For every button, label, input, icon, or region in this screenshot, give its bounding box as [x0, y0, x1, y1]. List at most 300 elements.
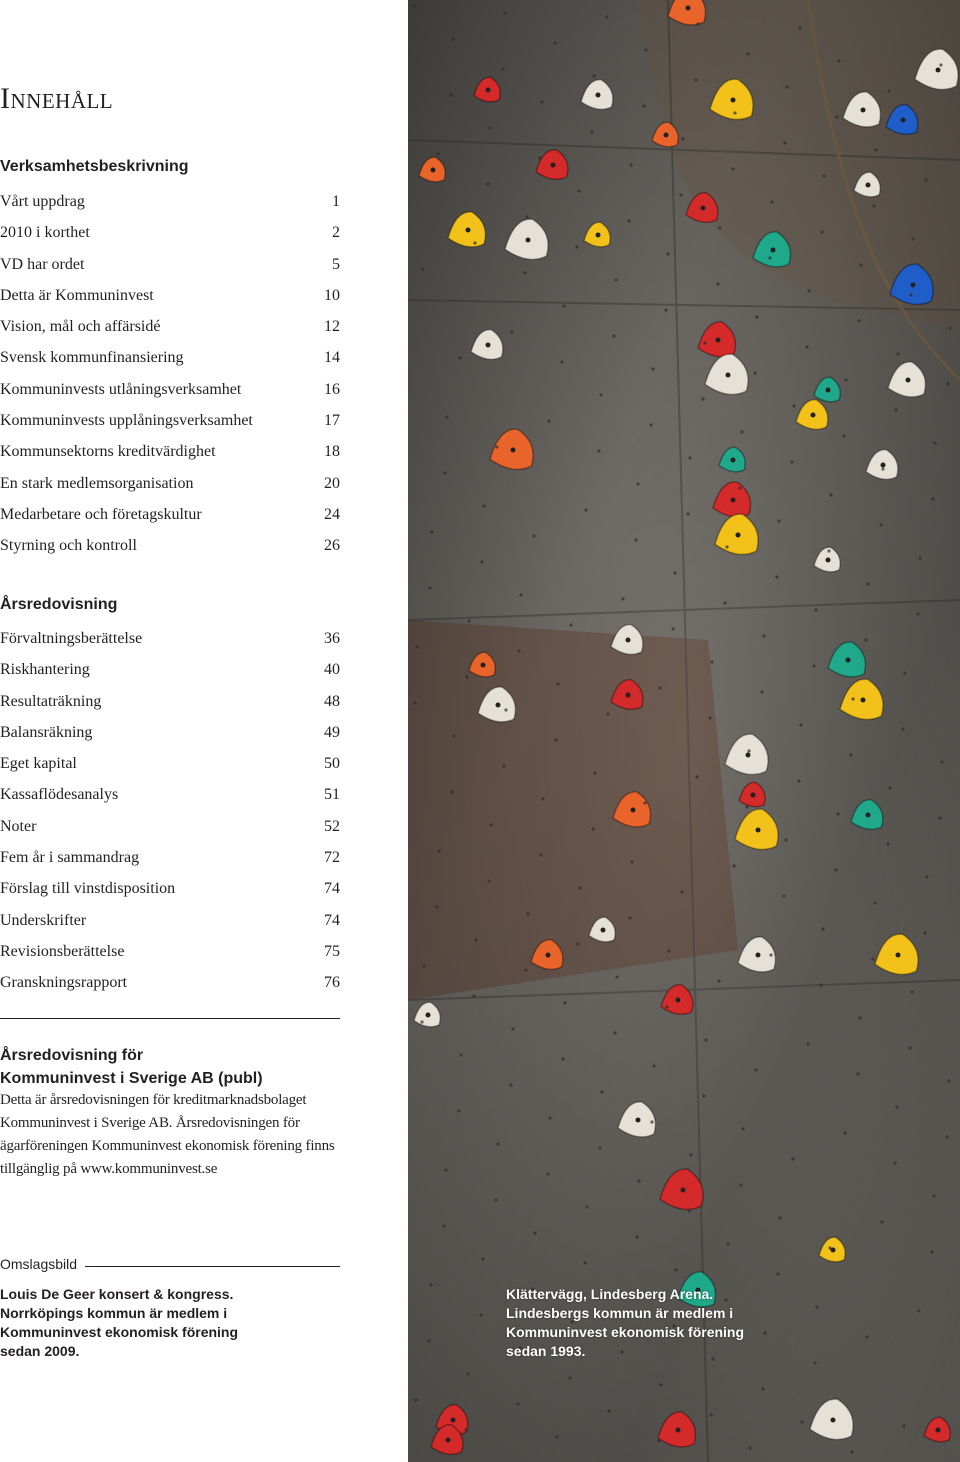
toc-entry: [0, 499, 340, 530]
bolt-hole: [791, 1157, 794, 1160]
hold-bolt: [546, 953, 551, 958]
bolt-hole: [866, 582, 869, 585]
climbing-wall-photo: [408, 0, 960, 1462]
hold-bolt: [826, 388, 831, 393]
toc-entry-label: Granskningsrapport: [0, 974, 128, 992]
hold-bolt: [936, 68, 941, 73]
hold-bolt: [866, 183, 871, 188]
bolt-hole: [553, 41, 556, 44]
bolt-hole: [649, 423, 652, 426]
bolt-hole: [709, 1413, 712, 1416]
bolt-hole: [819, 983, 822, 986]
toc-entry: [0, 374, 340, 405]
hold-bolt: [664, 133, 669, 138]
bolt-hole: [642, 104, 645, 107]
cover-caption: [0, 1285, 260, 1361]
toc-entry-label: Vårt uppdrag: [0, 193, 85, 210]
toc-entry-page: 18: [324, 443, 340, 461]
bolt-hole: [473, 241, 476, 244]
bolt-hole: [560, 360, 563, 363]
bolt-hole: [886, 842, 889, 845]
bolt-hole: [754, 1068, 757, 1071]
bolt-hole: [842, 434, 845, 437]
bolt-hole: [650, 1120, 653, 1123]
bolt-hole: [443, 471, 446, 474]
bolt-hole: [435, 905, 438, 908]
bolt-hole: [874, 148, 877, 151]
toc-entry: [0, 654, 340, 685]
bolt-hole: [812, 664, 815, 667]
toc-entry-page: 16: [324, 380, 340, 398]
bolt-hole: [726, 1242, 729, 1245]
bolt-hole: [480, 560, 483, 563]
bolt-hole: [910, 990, 913, 993]
bolt-hole: [717, 979, 720, 982]
toc-entry-label: Vision, mål och affärsidé: [0, 318, 161, 336]
bolt-hole: [939, 63, 942, 66]
hold-bolt: [896, 953, 901, 958]
toc-entry-label: Svensk kommunfinansiering: [0, 349, 184, 367]
hold-bolt: [636, 1118, 641, 1123]
bolt-hole: [510, 330, 513, 333]
bolt-hole: [827, 549, 830, 552]
toc-entry-page: 51: [324, 786, 340, 804]
bolt-hole: [933, 441, 936, 444]
bolt-hole: [671, 627, 674, 630]
bolt-hole: [494, 1198, 497, 1201]
bolt-hole: [458, 356, 461, 359]
bolt-hole: [450, 790, 453, 793]
bolt-hole: [745, 805, 748, 808]
bolt-hole: [718, 226, 721, 229]
toc-entry: [0, 217, 340, 248]
bolt-hole: [652, 1064, 655, 1067]
bolt-hole: [538, 156, 541, 159]
toc-entry-label: Förslag till vinstdisposition: [0, 880, 176, 898]
toc-entry-label: VD har ordet: [0, 255, 85, 273]
photo-caption-line2: Lindesbergs kommun är medlem i: [506, 1305, 734, 1321]
photo-caption-line4: sedan 1993.: [506, 1343, 586, 1359]
toc-entry-label: Styrning och kontroll: [0, 537, 137, 555]
hold-bolt: [451, 1418, 456, 1423]
bolt-hole: [790, 460, 793, 463]
toc-entry-page: 26: [324, 537, 340, 555]
bolt-hole: [704, 1038, 707, 1041]
bolt-hole: [459, 1053, 462, 1056]
bolt-hole: [783, 141, 786, 144]
bolt-hole: [916, 612, 919, 615]
hold-bolt: [726, 373, 731, 378]
bolt-hole: [895, 1105, 898, 1108]
bolt-hole: [911, 237, 914, 240]
bolt-hole: [436, 152, 439, 155]
wall-shading: [408, 0, 960, 1462]
toc-entry: [0, 873, 340, 904]
toc-entry-label: Fem år i sammandrag: [0, 849, 140, 867]
about-body: Detta är årsredovisningen för kreditmarknadsbolaget Kommuninvest i Sverige AB. Årsredovisningen för ägarföreningen Kommuninvest ekonomisk förening finns tillgänglig på www.kommuninvest.se: [0, 1092, 335, 1177]
toc-entry: [0, 748, 340, 779]
toc-entry: [0, 967, 340, 998]
bolt-hole: [630, 860, 633, 863]
bolt-hole: [563, 1001, 566, 1004]
toc-entry-page: 5: [332, 255, 340, 273]
bolt-hole: [449, 93, 452, 96]
bolt-hole: [546, 1172, 549, 1175]
bolt-hole: [519, 593, 522, 596]
bolt-hole: [805, 345, 808, 348]
hold-bolt: [701, 206, 706, 211]
hold-bolt: [866, 813, 871, 818]
bolt-hole: [665, 1005, 668, 1008]
bolt-hole: [887, 89, 890, 92]
bolt-hole: [466, 1372, 469, 1375]
bolt-hole: [740, 430, 743, 433]
bolt-hole: [444, 1168, 447, 1171]
toc-entry: [0, 717, 340, 748]
bolt-hole: [747, 749, 750, 752]
toc-entry-page: 36: [324, 630, 340, 647]
bolt-hole: [561, 1057, 564, 1060]
photo-caption: [506, 1285, 766, 1361]
hold-bolt: [676, 998, 681, 1003]
hold-bolt: [756, 828, 761, 833]
hold-bolt: [716, 338, 721, 343]
toc-entry-page: 10: [324, 286, 340, 304]
bolt-hole: [501, 67, 504, 70]
bolt-hole: [686, 512, 689, 515]
bolt-hole: [784, 838, 787, 841]
bolt-hole: [739, 1183, 742, 1186]
cover-caption-line1: Louis De Geer konsert & kongress.: [0, 1286, 234, 1302]
climbing-wall-image: [408, 0, 960, 1462]
bolt-hole: [524, 968, 527, 971]
hold-bolt: [481, 663, 486, 668]
bolt-hole: [414, 1398, 417, 1401]
bolt-hole: [782, 894, 785, 897]
bolt-hole: [664, 308, 667, 311]
bolt-hole: [902, 1424, 905, 1427]
toc-entry-page: 24: [324, 505, 340, 523]
bolt-hole: [592, 74, 595, 77]
bolt-hole: [525, 215, 528, 218]
toc-entry-label: Eget kapital: [0, 755, 77, 773]
photo-caption-line3: Kommuninvest ekonomisk förening: [506, 1324, 745, 1340]
toc-entry-page: 74: [324, 911, 340, 929]
bolt-hole: [422, 964, 425, 967]
bolt-hole: [482, 504, 485, 507]
bolt-hole: [753, 371, 756, 374]
toc-entry-page: 72: [324, 849, 340, 867]
bolt-hole: [851, 697, 854, 700]
hold-bolt: [911, 283, 916, 288]
toc-entry-label: Kassaflödesanalys: [0, 786, 119, 804]
cover-caption-line2: Norrköpings kommun är medlem i: [0, 1305, 228, 1321]
bolt-hole: [948, 326, 951, 329]
bolt-hole: [864, 638, 867, 641]
bolt-hole: [798, 26, 801, 29]
bolt-hole: [569, 623, 572, 626]
bolt-hole: [607, 1409, 610, 1412]
toc-entry: [0, 686, 340, 717]
bolt-hole: [732, 864, 735, 867]
bolt-hole: [680, 890, 683, 893]
bolt-hole: [687, 1209, 690, 1212]
hold-bolt: [466, 228, 471, 233]
toc-entry-page: 48: [324, 692, 340, 710]
bolt-hole: [428, 586, 431, 589]
bolt-hole: [540, 100, 543, 103]
bolt-hole: [843, 1131, 846, 1134]
bolt-hole: [814, 608, 817, 611]
bolt-hole: [881, 467, 884, 470]
bolt-hole: [674, 1268, 677, 1271]
hold-bolt: [526, 238, 531, 243]
toc-entry-page: 12: [324, 318, 340, 336]
bolt-hole: [606, 712, 609, 715]
bolt-hole: [465, 675, 468, 678]
bolt-hole: [746, 52, 749, 55]
bolt-hole: [576, 942, 579, 945]
about-heading-line1: Årsredovisning för: [0, 1047, 144, 1064]
bolt-hole: [797, 779, 800, 782]
toc-entry-page: 17: [324, 412, 340, 430]
toc-entry-page: 1: [332, 193, 340, 210]
bolt-hole: [495, 445, 498, 448]
section-heading-arsredovisning: Årsredovisning: [0, 596, 118, 613]
bolt-hole: [427, 1339, 430, 1342]
hold-bolt: [901, 118, 906, 123]
bolt-hole: [472, 994, 475, 997]
hold-bolt: [426, 1013, 431, 1018]
toc-entry: [0, 811, 340, 842]
bolt-hole: [421, 267, 424, 270]
bolt-hole: [689, 1153, 692, 1156]
toc-list-verksamhet: [0, 186, 340, 562]
bolt-hole: [644, 48, 647, 51]
bolt-hole: [412, 4, 415, 7]
bolt-hole: [437, 849, 440, 852]
toc-entry-label: Underskrifter: [0, 911, 87, 929]
hold-bolt: [906, 378, 911, 383]
bolt-hole: [731, 167, 734, 170]
bolt-hole: [945, 1135, 948, 1138]
bolt-hole: [938, 816, 941, 819]
hold-bolt: [731, 498, 736, 503]
bolt-hole: [464, 1428, 467, 1431]
bolt-hole: [517, 649, 520, 652]
hold-bolt: [596, 93, 601, 98]
hold-bolt: [496, 703, 501, 708]
bolt-hole: [857, 319, 860, 322]
cover-label-row: [0, 1256, 340, 1272]
bolt-hole: [909, 293, 912, 296]
bolt-hole: [893, 1161, 896, 1164]
bolt-hole: [835, 115, 838, 118]
bolt-hole: [738, 486, 741, 489]
bolt-hole: [637, 1179, 640, 1182]
bolt-hole: [800, 1420, 803, 1423]
toc-entry-label: En stark medlemsorganisation: [0, 474, 194, 492]
bolt-hole: [486, 182, 489, 185]
toc-column: [0, 0, 408, 1462]
bolt-hole: [511, 1027, 514, 1030]
toc-entry-page: 14: [324, 349, 340, 367]
bolt-hole: [568, 1376, 571, 1379]
bolt-hole: [489, 823, 492, 826]
bolt-hole: [605, 15, 608, 18]
hold-bolt: [596, 233, 601, 238]
bolt-hole: [896, 352, 899, 355]
bolt-hole: [762, 634, 765, 637]
toc-entry-page: 75: [324, 942, 340, 960]
bolt-hole: [822, 174, 825, 177]
bolt-hole: [547, 419, 550, 422]
hold-bolt: [736, 533, 741, 538]
bolt-hole: [554, 738, 557, 741]
bolt-hole: [815, 1305, 818, 1308]
bolt-hole: [496, 1142, 499, 1145]
toc-entry-page: 49: [324, 723, 340, 741]
bolt-hole: [526, 912, 529, 915]
bolt-hole: [799, 723, 802, 726]
toc-entry-label: 2010 i korthet: [0, 224, 90, 242]
hold-bolt: [676, 1428, 681, 1433]
toc-entry-page: 40: [324, 661, 340, 679]
bolt-hole: [541, 797, 544, 800]
bolt-hole: [755, 315, 758, 318]
bolt-hole: [761, 1387, 764, 1390]
bolt-hole: [523, 271, 526, 274]
bolt-hole: [748, 1446, 751, 1449]
toc-entry: [0, 405, 340, 436]
section-heading-verksamhet: Verksamhetsbeskrivning: [0, 158, 189, 175]
hold-bolt: [486, 343, 491, 348]
toc-entry-page: 52: [324, 817, 340, 835]
bolt-hole: [503, 11, 506, 14]
hold-bolt: [826, 558, 831, 563]
bolt-hole: [834, 868, 837, 871]
bolt-hole: [858, 1016, 861, 1019]
bolt-hole: [946, 382, 949, 385]
toc-entry: [0, 186, 340, 217]
bolt-hole: [430, 530, 433, 533]
bolt-hole: [880, 1220, 883, 1223]
hold-bolt: [831, 1418, 836, 1423]
bolt-hole: [615, 975, 618, 978]
bolt-hole: [673, 571, 676, 574]
bolt-hole: [658, 686, 661, 689]
cover-divider: [85, 1266, 340, 1267]
bolt-hole: [850, 1450, 853, 1453]
bolt-hole: [859, 263, 862, 266]
bolt-hole: [539, 853, 542, 856]
bolt-hole: [716, 282, 719, 285]
bolt-hole: [918, 556, 921, 559]
hold-bolt: [731, 458, 736, 463]
bolt-hole: [888, 786, 891, 789]
hold-bolt: [756, 953, 761, 958]
bolt-hole: [420, 1020, 423, 1023]
toc-list-arsredovisning: [0, 623, 340, 999]
bolt-hole: [829, 493, 832, 496]
toc-entry-page: 50: [324, 755, 340, 773]
bolt-hole: [923, 931, 926, 934]
bolt-hole: [849, 753, 852, 756]
bolt-hole: [778, 1216, 781, 1219]
bolt-hole: [598, 1146, 601, 1149]
toc-entry-label: Detta är Kommuninvest: [0, 286, 154, 304]
hold-bolt: [551, 163, 556, 168]
about-heading-line2: Kommuninvest i Sverige AB (publ): [0, 1070, 263, 1087]
bolt-hole: [467, 619, 470, 622]
hold-bolt: [601, 928, 606, 933]
bolt-hole: [599, 393, 602, 396]
bolt-hole: [548, 1116, 551, 1119]
hold-bolt: [511, 448, 516, 453]
bolt-hole: [629, 163, 632, 166]
bolt-hole: [725, 545, 728, 548]
hold-bolt: [626, 638, 631, 643]
bolt-hole: [694, 78, 697, 81]
bolt-hole: [651, 367, 654, 370]
bolt-hole: [733, 111, 736, 114]
bolt-hole: [924, 178, 927, 181]
bolt-hole: [659, 1383, 662, 1386]
toc-entry: [0, 779, 340, 810]
hold-bolt: [846, 658, 851, 663]
hold-bolt: [486, 88, 491, 93]
bolt-hole: [770, 200, 773, 203]
bolt-hole: [701, 397, 704, 400]
bolt-hole: [917, 1309, 920, 1312]
bolt-hole: [442, 1224, 445, 1227]
bolt-hole: [760, 690, 763, 693]
bolt-hole: [932, 1194, 935, 1197]
bolt-hole: [931, 497, 934, 500]
hold-bolt: [631, 808, 636, 813]
toc-entry-label: Riskhantering: [0, 661, 90, 679]
bolt-hole: [695, 775, 698, 778]
bolt-hole: [821, 927, 824, 930]
bolt-hole: [806, 1042, 809, 1045]
bolt-hole: [856, 1072, 859, 1075]
bolt-hole: [708, 716, 711, 719]
bolt-hole: [457, 1109, 460, 1112]
bolt-hole: [666, 252, 669, 255]
bolt-hole: [452, 734, 455, 737]
bolt-hole: [820, 230, 823, 233]
bolt-hole: [710, 660, 713, 663]
cover-label: Omslagsbild: [0, 1256, 78, 1272]
bolt-hole: [413, 701, 416, 704]
toc-entry-label: Kommunsektorns kreditvärdighet: [0, 443, 216, 461]
bolt-hole: [901, 727, 904, 730]
bolt-hole: [777, 519, 780, 522]
toc-entry-label: Förvaltningsberättelse: [0, 630, 143, 647]
toc-entry: [0, 311, 340, 342]
bolt-hole: [445, 415, 448, 418]
bolt-hole: [792, 404, 795, 407]
bolt-hole: [947, 1079, 950, 1082]
bolt-hole: [516, 1402, 519, 1405]
toc-entry: [0, 842, 340, 873]
bolt-hole: [643, 801, 646, 804]
bolt-hole: [657, 1439, 660, 1442]
bolt-hole: [813, 1361, 816, 1364]
bolt-hole: [828, 1246, 831, 1249]
bolt-hole: [613, 1031, 616, 1034]
hold-bolt: [731, 98, 736, 103]
